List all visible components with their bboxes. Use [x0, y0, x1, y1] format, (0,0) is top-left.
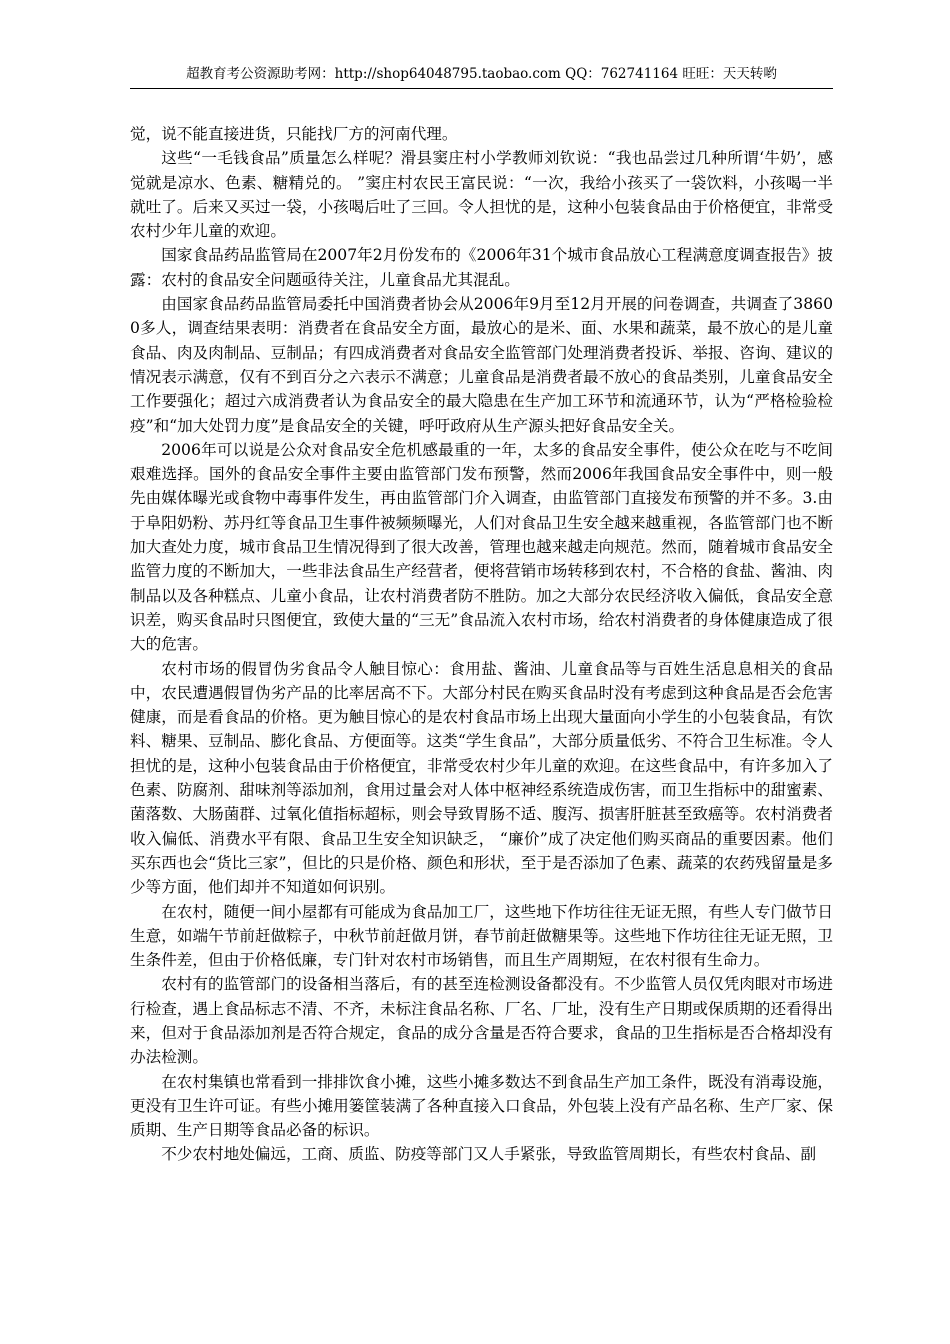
paragraph: 国家食品药品监管局在2007年2月份发布的《2006年31个城市食品放心工程满意度调查报告》披露：农村的食品安全问题亟待关注，儿童食品尤其混乱。: [130, 246, 833, 289]
paragraph: 在农村集镇也常看到一排排饮食小摊，这些小摊多数达不到食品生产加工条件，既没有消毒设施，更没有卫生许可证。有些小摊用篓筐装满了各种直接入口食品，外包装上没有产品名称、生产厂家、保质期、生产日期等食品必备的标识。: [130, 1072, 833, 1140]
paragraph: 这些“一毛钱食品”质量怎么样呢？滑县窦庄村小学教师刘钦说：“我也品尝过几种所谓‘牛奶’，感觉就是凉水、色素、糖精兑的。 ”窦庄村农民王富民说：“一次，我给小孩买了一袋饮料，小孩喝一半就吐了。后来又买过一袋，小孩喝后吐了三回。令人担忧的是，这种小包装食品由于价格便宜，非常受农村少年儿童的欢迎。: [130, 149, 833, 241]
document-body: [130, 122, 833, 1167]
paragraph: 不少农村地处偏远，工商、质监、防疫等部门又人手紧张，导致监管周期长，有些农村食品、副: [161, 1145, 817, 1164]
paragraph: 2006年可以说是公众对食品安全危机感最重的一年，太多的食品安全事件，使公众在吃与不吃间艰难选择。国外的食品安全事件主要由监管部门发布预警，然而2006年我国食品安全事件中，则一般先由媒体曝光或食物中毒事件发生，再由监管部门介入调查，由监管部门直接发布预警的并不多。3.由于阜阳奶粉、苏丹红等食品卫生事件被频频曝光，人们对食品卫生安全越来越重视，各监管部门也不断加大查处力度，城市食品卫生情况得到了很大改善，管理也越来越走向规范。然而，随着城市食品安全监管力度的不断加大，一些非法食品生产经营者，便将营销市场转移到农村，不合格的食盐、酱油、肉制品以及各种糕点、儿童小食品，让农村消费者防不胜防。加之大部分农民经济收入偏低，食品安全意识差，购买食品时只图便宜，致使大量的“三无”食品流入农村市场，给农村消费者的身体健康造成了很大的危害。: [130, 440, 833, 654]
paragraph-continued: 觉，说不能直接进货，只能找厂方的河南代理。: [130, 125, 458, 143]
paragraph: 由国家食品药品监管局委托中国消费者协会从2006年9月至12月开展的问卷调查，共调查了38600多人，调查结果表明：消费者在食品安全方面，最放心的是米、面、水果和蔬菜，最不放心的是儿童食品、肉及肉制品、豆制品；有四成消费者对食品安全监管部门处理消费者投诉、举报、咨询、建议的情况表示满意，仅有不到百分之六表示不满意；儿童食品是消费者最不放心的食品类别，儿童食品安全工作要强化；超过六成消费者认为食品安全的最大隐患在生产加工环节和流通环节，认为“严格检验检疫”和“加大处罚力度”是食品安全的关键，呼吁政府从生产源头把好食品安全关。: [130, 295, 833, 435]
paragraph: 农村有的监管部门的设备相当落后，有的甚至连检测设备都没有。不少监管人员仅凭肉眼对市场进行检查，遇上食品标志不清、不齐，未标注食品名称、厂名、厂址，没有生产日期或保质期的还看得出来，但对于食品添加剂是否符合规定，食品的成分含量是否符合要求，食品的卫生指标是否合格却没有办法检测。: [130, 975, 833, 1067]
header-text: 超教育考公资源助考网：http://shop64048795.taobao.com QQ：762741164 旺旺：天天转哟: [186, 66, 777, 82]
page-header: [130, 64, 833, 89]
paragraph: 在农村，随便一间小屋都有可能成为食品加工厂，这些地下作坊往往无证无照，有些人专门做节日生意，如端午节前赶做粽子，中秋节前赶做月饼，春节前赶做糖果等。这些地下作坊往往无证无照，卫生条件差，但由于价格低廉，专门针对农村市场销售，而且生产周期短，在农村很有生命力。: [130, 902, 833, 970]
paragraph: 农村市场的假冒伪劣食品令人触目惊心：食用盐、酱油、儿童食品等与百姓生活息息相关的食品中，农民遭遇假冒伪劣产品的比率居高不下。大部分村民在购买食品时没有考虑到这种食品是否会危害健康，而是看食品的价格。更为触目惊心的是农村食品市场上出现大量面向小学生的小包装食品，有饮料、糖果、豆制品、膨化食品、方便面等。这类“学生食品”，大部分质量低劣、不符合卫生标准。令人担忧的是，这种小包装食品由于价格便宜，非常受农村少年儿童的欢迎。在这些食品中，有许多加入了色素、防腐剂、甜味剂等添加剂，食用过量会对人体中枢神经系统造成伤害，而卫生指标中的甜蜜素、菌落数、大肠菌群、过氧化值指标超标，则会导致胃肠不适、腹泻、损害肝脏甚至致癌等。农村消费者收入偏低、消费水平有限、食品卫生安全知识缺乏， “廉价”成了决定他们购买商品的重要因素。他们买东西也会“货比三家”，但比的只是价格、颜色和形状，至于是否添加了色素、蔬菜的农药残留量是多少等方面，他们却并不知道如何识别。: [130, 659, 833, 897]
